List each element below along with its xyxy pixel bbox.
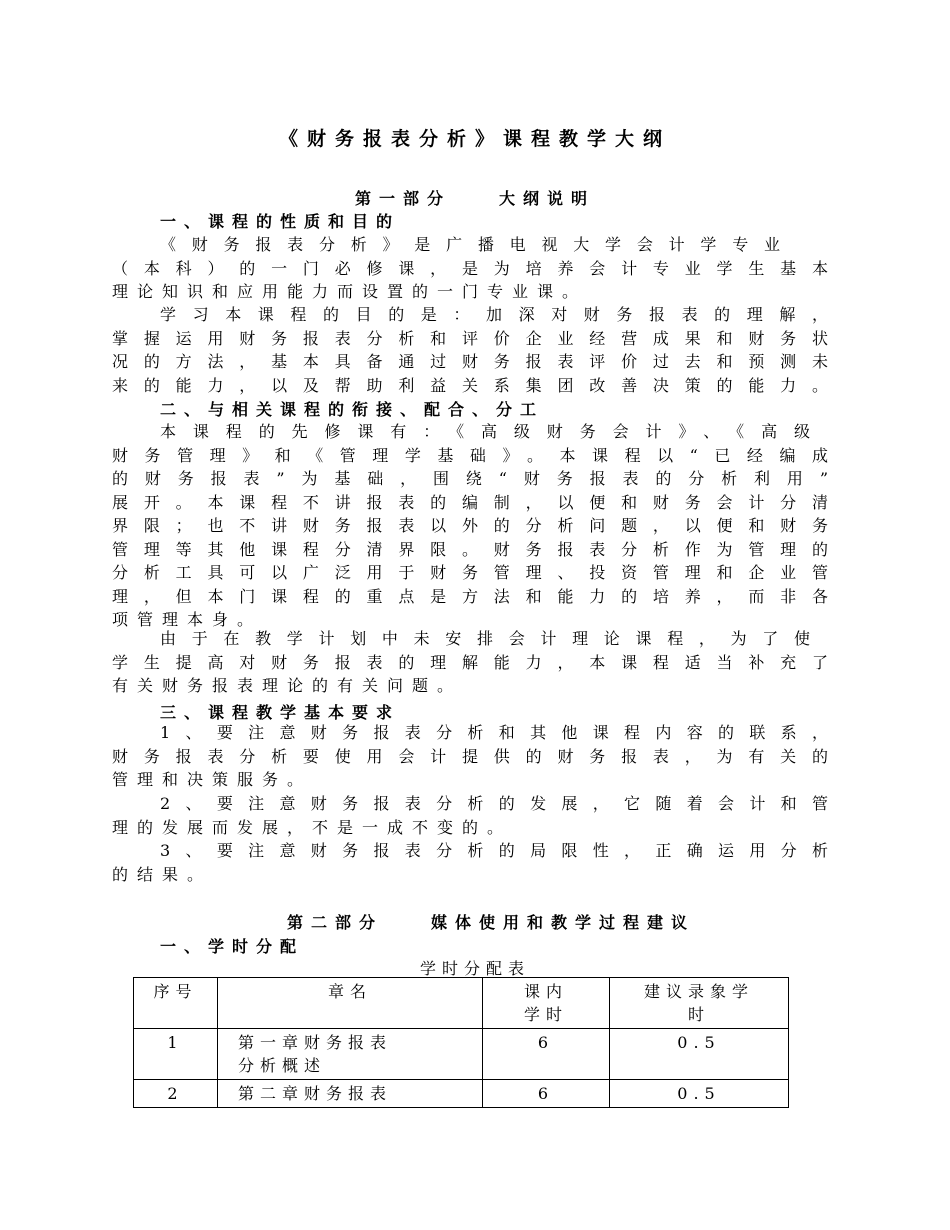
text-line: 管理等其他课程分清界限。财务报表分析作为管理的 [112, 539, 828, 559]
hours-allocation-table [133, 977, 789, 1108]
text-line: 学生提高对财务报表的理解能力，本课程适当补充了 [112, 652, 828, 672]
cell-chapter [218, 1029, 483, 1080]
section1-paragraph1 [112, 233, 828, 304]
header-text: 学时 [523, 1005, 568, 1024]
section1-heading: 一、课程的性质和目的 [160, 212, 401, 231]
header-text: 建议录象学 [643, 982, 754, 1001]
text-line: 财务报表分析要使用会计提供的财务报表，为有关的 [112, 746, 828, 766]
text-line: 展开。本课程不讲报表的编制，以便和财务会计分清 [112, 492, 828, 512]
text-line: 管理和决策服务。 [112, 770, 313, 789]
header-text: 时 [687, 1005, 710, 1024]
cell-number: 2 [134, 1080, 218, 1108]
table-header-row [134, 978, 789, 1029]
section2-paragraph2 [112, 627, 828, 698]
text-line: 的结果。 [112, 864, 213, 884]
cell-video-hours: 0.5 [610, 1080, 789, 1108]
table-row [134, 1029, 789, 1080]
text-line: 理的发展而发展，不是一成不变的。 [112, 817, 513, 837]
chapter-text: 第二章财务报表 [238, 1084, 393, 1103]
text-line: 项管理本身。 [112, 610, 263, 629]
section1-paragraph2 [112, 303, 828, 397]
header-cell-chapter [218, 978, 483, 1029]
text-line: 界限；也不讲财务报表以外的分析问题，以便和财务 [112, 516, 828, 535]
part2-section1-heading: 一、学时分配 [160, 937, 305, 956]
section2-paragraph1 [112, 420, 828, 632]
header-text: 章名 [327, 982, 372, 1001]
text-line: 的财务报表”为基础，围绕“财务报表的分析利用” [112, 469, 828, 488]
table-row [134, 1080, 789, 1108]
header-cell-video-hours [610, 978, 789, 1029]
text-line: 本课程的先修课有：《高级财务会计》、《高级 [160, 422, 810, 441]
cell-video-hours: 0.5 [610, 1029, 789, 1080]
section3-paragraph2 [112, 792, 828, 839]
header-text: 课内 [523, 982, 568, 1001]
text-line: 况的方法，基本具备通过财务报表评价过去和预测未 [112, 352, 828, 371]
text-line: 财务管理》和《管理学基础》。本课程以“已经编成 [112, 445, 828, 465]
section3-paragraph1 [112, 721, 828, 792]
section2-heading: 二、与相关课程的衔接、配合、分工 [160, 400, 545, 419]
table-caption: 学时分配表 [419, 959, 530, 978]
part1-label: 第一部分 [354, 189, 451, 208]
part2-header [16, 910, 950, 933]
section3-heading: 三、课程教学基本要求 [160, 703, 401, 722]
part2-name: 媒体使用和教学过程建议 [431, 913, 696, 932]
section3-paragraph3 [112, 839, 828, 886]
text-line: 3、要注意财务报表分析的局限性，正确运用分析 [160, 841, 828, 860]
header-cell-number [134, 978, 218, 1029]
text-line: 《财务报表分析》是广播电视大学会计学专业 [160, 235, 780, 254]
chapter-text: 分析概述 [238, 1056, 327, 1075]
part1-name: 大纲说明 [499, 189, 596, 208]
header-text: 序号 [153, 982, 198, 1001]
document-title: 《财务报表分析》课程教学大纲 [278, 128, 671, 150]
text-line: 有关财务报表理论的有关问题。 [112, 676, 463, 695]
part1-header [0, 186, 950, 209]
cell-chapter [218, 1080, 483, 1108]
text-line: 1、要注意财务报表分析和其他课程内容的联系， [160, 723, 828, 742]
text-line: 理，但本门课程的重点是方法和能力的培养，而非各 [112, 586, 828, 606]
text-line: 学习本课程的目的是：加深对财务报表的理解， [160, 305, 828, 324]
text-line: 来的能力，以及帮助利益关系集团改善决策的能力。 [112, 375, 828, 395]
cell-class-hours: 6 [483, 1029, 610, 1080]
part2-label: 第二部分 [286, 913, 383, 932]
text-line: 理论知识和应用能力而设置的一门专业课。 [112, 282, 588, 301]
text-line: 分析工具可以广泛用于财务管理、投资管理和企业管 [112, 563, 828, 582]
text-line: （本科）的一门必修课，是为培养会计专业学生基本 [112, 258, 828, 278]
text-line: 掌握运用财务报表分析和评价企业经营成果和财务状 [112, 328, 828, 348]
cell-class-hours: 6 [483, 1080, 610, 1108]
text-line: 2、要注意财务报表分析的发展，它随着会计和管 [160, 794, 828, 813]
chapter-text: 第一章财务报表 [238, 1033, 393, 1052]
text-line: 由于在教学计划中未安排会计理论课程，为了使 [160, 629, 810, 648]
header-cell-class-hours [483, 978, 610, 1029]
cell-number: 1 [134, 1029, 218, 1080]
